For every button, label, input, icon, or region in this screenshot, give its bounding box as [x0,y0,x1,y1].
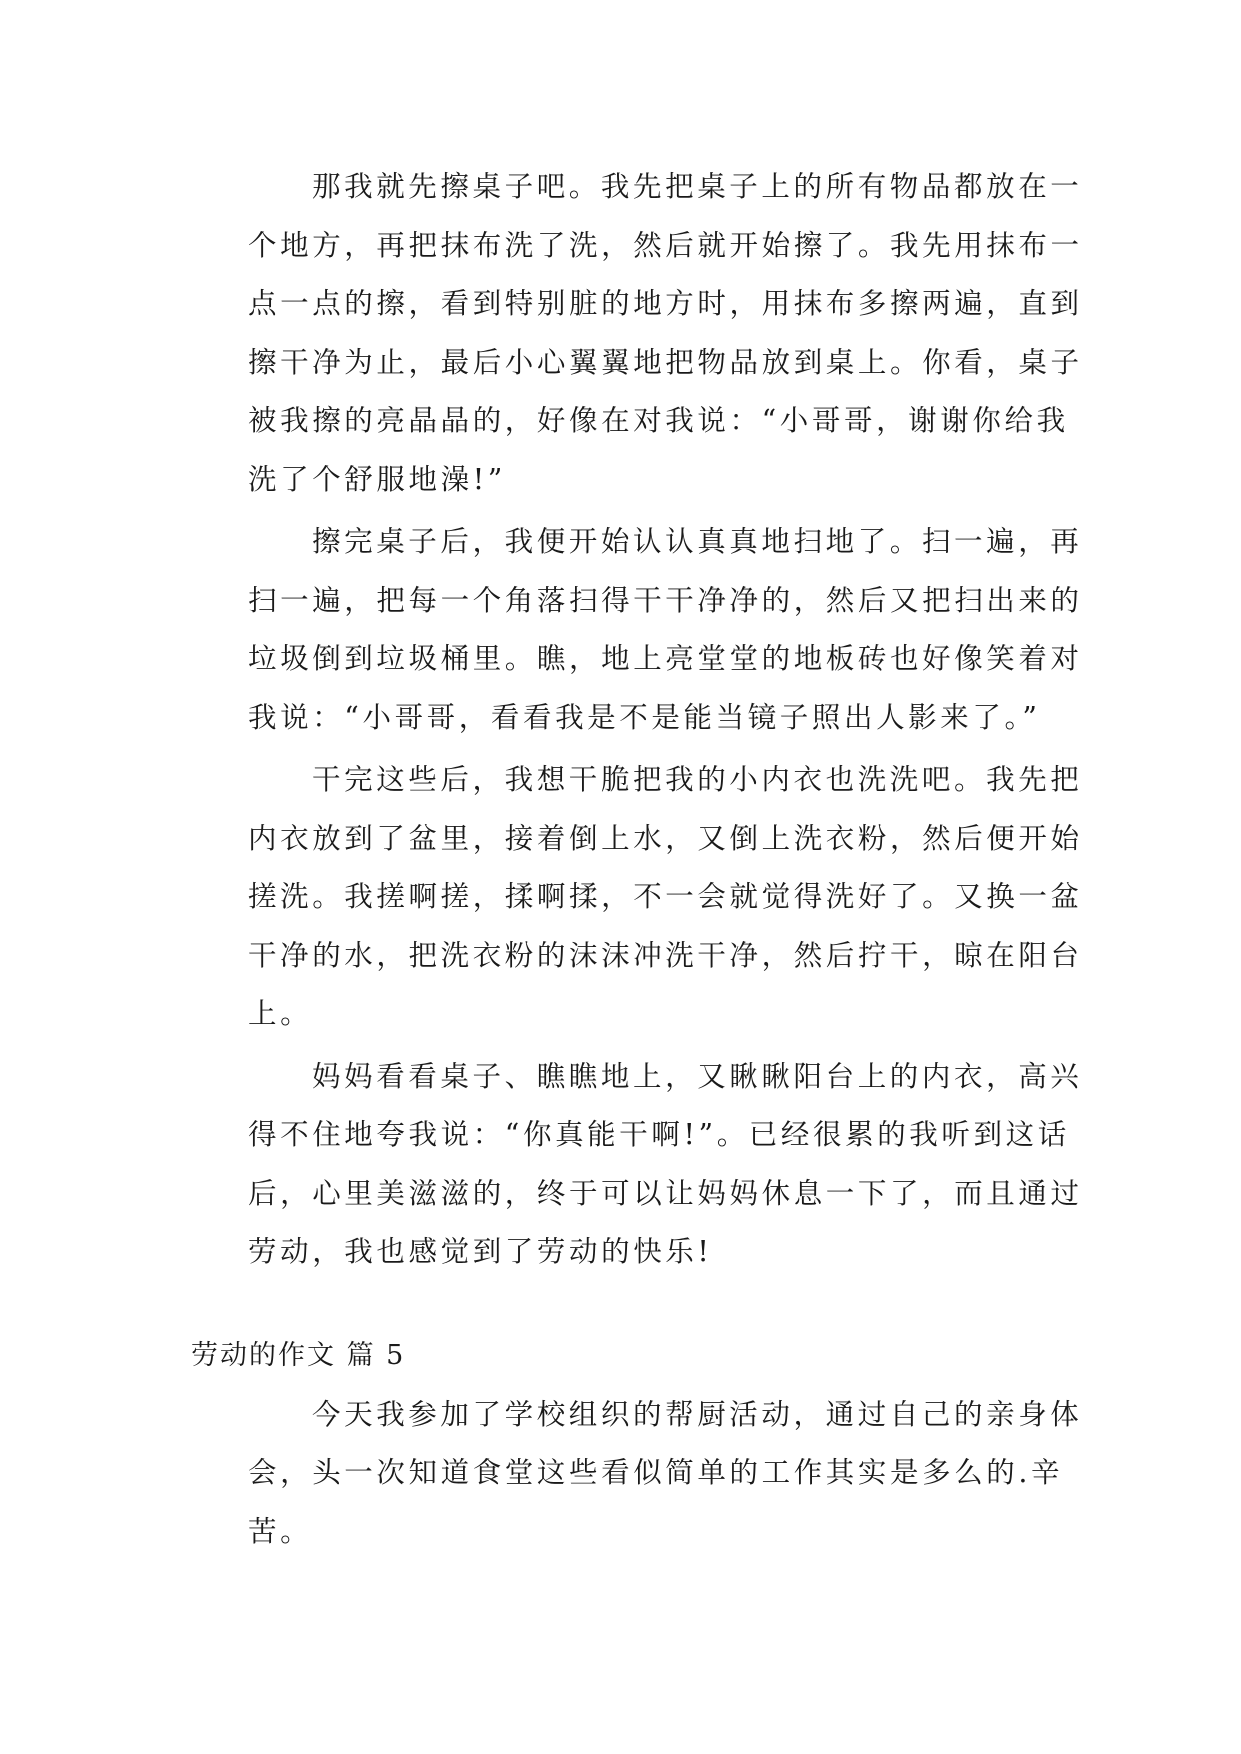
text-line: 今天我参加了学校组织的帮厨活动，通过自己的亲身体 [312,1397,1083,1431]
text-line: 擦干净为止，最后小心翼翼地把物品放到桌上。你看，桌子 [248,345,1083,379]
text-line: 上。 [248,997,313,1030]
text-line: 洗了个舒服地澡!” [248,462,506,496]
text-line: 我说：“小哥哥，看看我是不是能当镜子照出人影来了。” [248,700,1041,734]
text-line: 干完这些后，我想干脆把我的小内衣也洗洗吧。我先把 [312,763,1083,796]
text-line: 劳动，我也感觉到了劳动的快乐! [248,1235,713,1268]
paragraph-wipe-table [191,158,1083,509]
text-line: 个地方，再把抹布洗了洗，然后就开始擦了。我先用抹布一 [248,228,1083,262]
text-line: 干净的水，把洗衣粉的沫沫冲洗干净，然后拧干，晾在阳台 [248,938,1083,972]
text-line: 得不住地夸我说：“你真能干啊!”。已经很累的我听到这话 [248,1118,1070,1151]
text-line: 被我擦的亮晶晶的，好像在对我说：“小哥哥，谢谢你给我 [248,404,1069,437]
paragraph-wash-clothes [191,751,1083,1044]
text-line: 点一点的擦，看到特别脏的地方时，用抹布多擦两遍，直到 [248,287,1083,320]
section-heading: 劳动的作文 篇 5 [191,1339,406,1371]
paragraph-sweep-floor [191,513,1083,747]
text-line: 搓洗。我搓啊搓，揉啊揉，不一会就觉得洗好了。又换一盆 [248,880,1083,913]
paragraph-kitchen-help [191,1386,1083,1562]
text-line: 扫一遍，把每一个角落扫得干干净净的，然后又把扫出来的 [248,583,1083,617]
text-line: 妈妈看看桌子、瞧瞧地上，又瞅瞅阳台上的内衣，高兴 [312,1059,1083,1093]
text-line: 那我就先擦桌子吧。我先把桌子上的所有物品都放在一 [312,170,1083,203]
document-body [191,158,1083,1565]
text-line: 苦。 [248,1514,313,1548]
text-line: 垃圾倒到垃圾桶里。瞧，地上亮堂堂的地板砖也好像笑着对 [248,642,1083,675]
text-line: 内衣放到了盆里，接着倒上水，又倒上洗衣粉，然后便开始 [248,821,1083,855]
paragraph-mother-praise [191,1048,1083,1282]
text-line: 会，头一次知道食堂这些看似简单的工作其实是多么的.辛 [248,1456,1064,1489]
text-line: 后，心里美滋滋的，终于可以让妈妈休息一下了，而且通过 [248,1176,1083,1210]
text-line: 擦完桌子后，我便开始认认真真地扫地了。扫一遍，再 [312,525,1083,558]
